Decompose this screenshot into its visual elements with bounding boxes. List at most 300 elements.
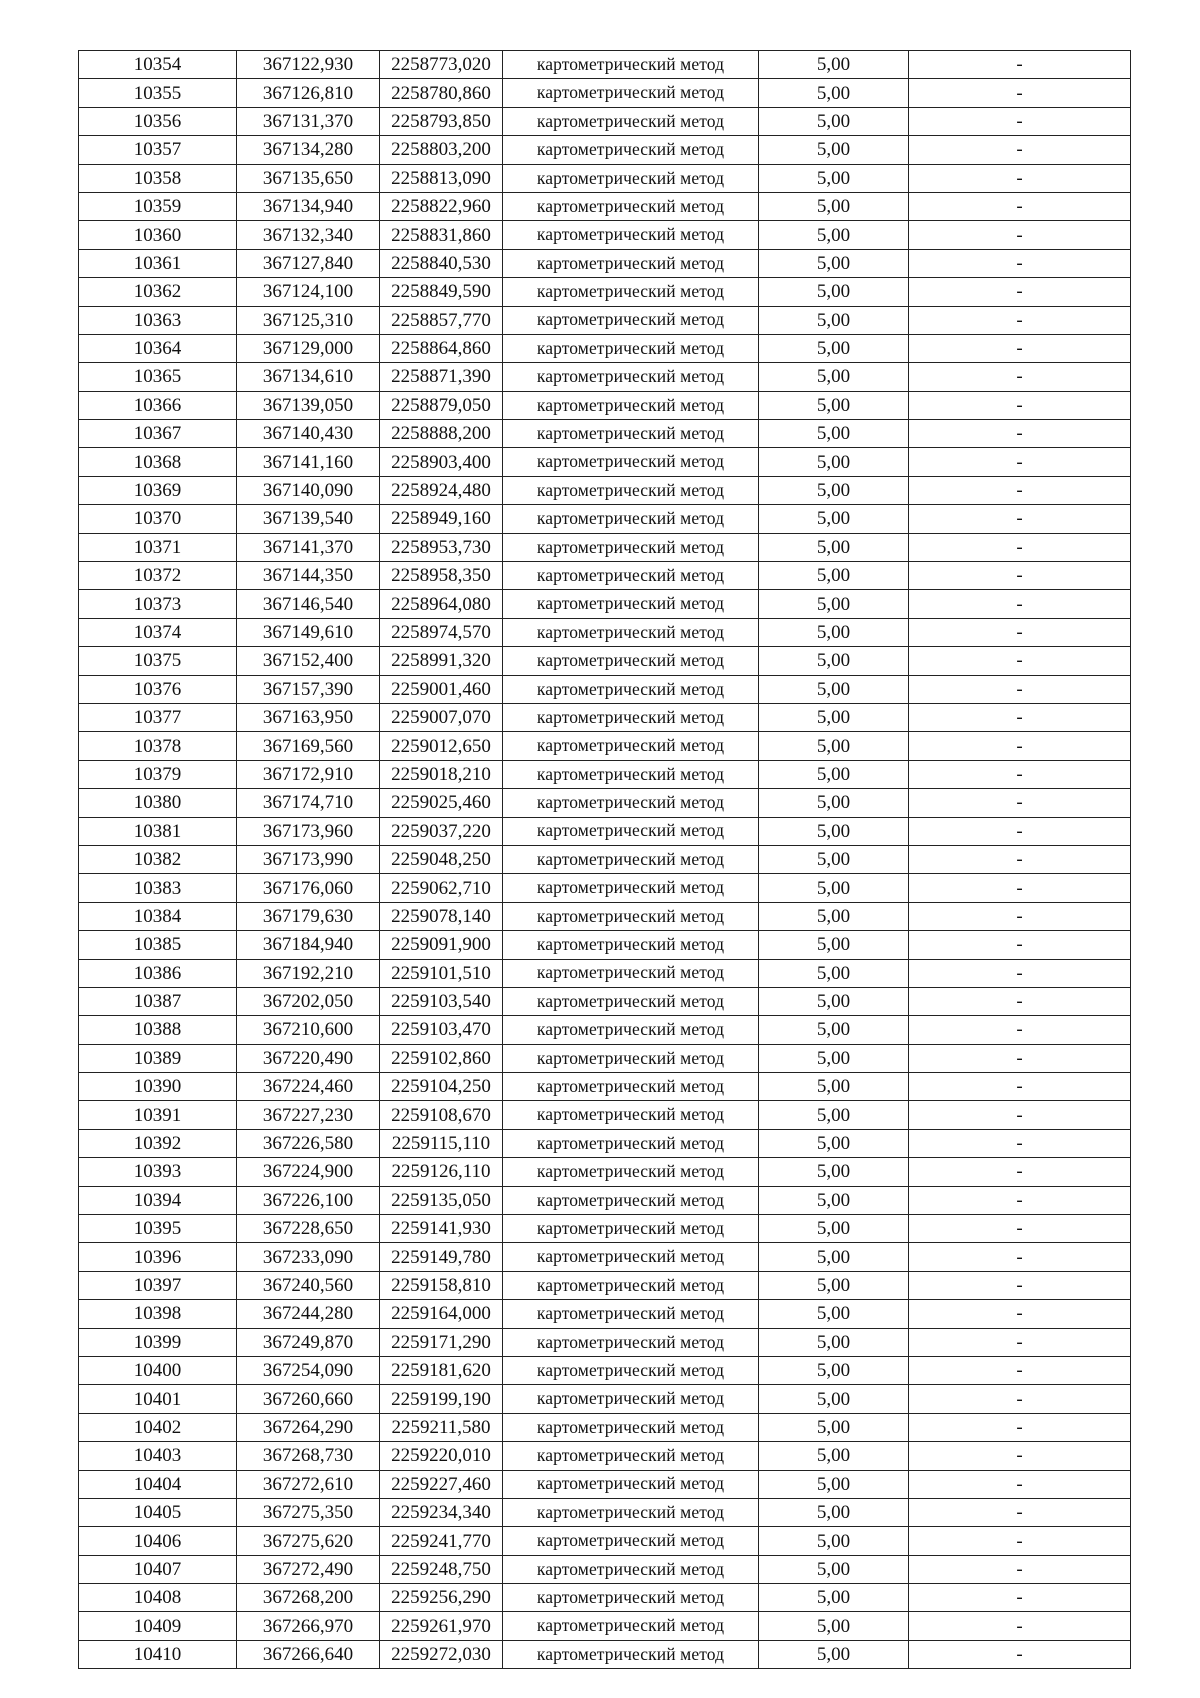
description-cell: - <box>909 1044 1131 1072</box>
method-cell: картометрический метод <box>503 1442 759 1470</box>
accuracy-cell: 5,00 <box>759 1470 909 1498</box>
method-cell: картометрический метод <box>503 931 759 959</box>
x-coordinate-cell: 367141,370 <box>237 533 380 561</box>
table-row <box>79 987 1131 1015</box>
method-cell: картометрический метод <box>503 1129 759 1157</box>
table-row <box>79 1498 1131 1526</box>
description-cell: - <box>909 1385 1131 1413</box>
y-coordinate-cell: 2258849,590 <box>380 278 503 306</box>
method-cell: картометрический метод <box>503 675 759 703</box>
y-coordinate-cell: 2258803,200 <box>380 136 503 164</box>
accuracy-cell: 5,00 <box>759 1243 909 1271</box>
y-coordinate-cell: 2259171,290 <box>380 1328 503 1356</box>
point-number-cell: 10383 <box>79 874 237 902</box>
y-coordinate-cell: 2258924,480 <box>380 476 503 504</box>
x-coordinate-cell: 367134,280 <box>237 136 380 164</box>
y-coordinate-cell: 2259103,540 <box>380 987 503 1015</box>
point-number-cell: 10401 <box>79 1385 237 1413</box>
table-row <box>79 647 1131 675</box>
y-coordinate-cell: 2259199,190 <box>380 1385 503 1413</box>
description-cell: - <box>909 476 1131 504</box>
table-row <box>79 1215 1131 1243</box>
point-number-cell: 10362 <box>79 278 237 306</box>
table-row <box>79 1385 1131 1413</box>
table-row <box>79 1470 1131 1498</box>
x-coordinate-cell: 367173,990 <box>237 845 380 873</box>
x-coordinate-cell: 367227,230 <box>237 1101 380 1129</box>
method-cell: картометрический метод <box>503 1385 759 1413</box>
description-cell: - <box>909 1527 1131 1555</box>
method-cell: картометрический метод <box>503 987 759 1015</box>
x-coordinate-cell: 367140,090 <box>237 476 380 504</box>
point-number-cell: 10378 <box>79 732 237 760</box>
y-coordinate-cell: 2259220,010 <box>380 1442 503 1470</box>
method-cell: картометрический метод <box>503 1186 759 1214</box>
y-coordinate-cell: 2259181,620 <box>380 1356 503 1384</box>
method-cell: картометрический метод <box>503 1328 759 1356</box>
table-row <box>79 959 1131 987</box>
description-cell: - <box>909 1243 1131 1271</box>
table-row <box>79 192 1131 220</box>
point-number-cell: 10370 <box>79 505 237 533</box>
accuracy-cell: 5,00 <box>759 1527 909 1555</box>
point-number-cell: 10372 <box>79 562 237 590</box>
method-cell: картометрический метод <box>503 703 759 731</box>
table-row <box>79 1612 1131 1640</box>
table-row <box>79 1016 1131 1044</box>
table-row <box>79 675 1131 703</box>
method-cell: картометрический метод <box>503 533 759 561</box>
y-coordinate-cell: 2259101,510 <box>380 959 503 987</box>
y-coordinate-cell: 2259234,340 <box>380 1498 503 1526</box>
table-row <box>79 164 1131 192</box>
table-row <box>79 618 1131 646</box>
accuracy-cell: 5,00 <box>759 1016 909 1044</box>
x-coordinate-cell: 367163,950 <box>237 703 380 731</box>
method-cell: картометрический метод <box>503 448 759 476</box>
accuracy-cell: 5,00 <box>759 1101 909 1129</box>
table-row <box>79 79 1131 107</box>
method-cell: картометрический метод <box>503 1101 759 1129</box>
method-cell: картометрический метод <box>503 874 759 902</box>
table-row <box>79 505 1131 533</box>
table-row <box>79 1186 1131 1214</box>
table-row <box>79 845 1131 873</box>
y-coordinate-cell: 2258840,530 <box>380 249 503 277</box>
point-number-cell: 10398 <box>79 1300 237 1328</box>
point-number-cell: 10361 <box>79 249 237 277</box>
method-cell: картометрический метод <box>503 1527 759 1555</box>
description-cell: - <box>909 817 1131 845</box>
method-cell: картометрический метод <box>503 51 759 79</box>
description-cell: - <box>909 164 1131 192</box>
table-row <box>79 1328 1131 1356</box>
point-number-cell: 10397 <box>79 1271 237 1299</box>
table-row <box>79 562 1131 590</box>
y-coordinate-cell: 2259048,250 <box>380 845 503 873</box>
point-number-cell: 10366 <box>79 391 237 419</box>
table-row <box>79 1129 1131 1157</box>
table-row <box>79 789 1131 817</box>
point-number-cell: 10407 <box>79 1555 237 1583</box>
accuracy-cell: 5,00 <box>759 192 909 220</box>
table-row <box>79 902 1131 930</box>
point-number-cell: 10389 <box>79 1044 237 1072</box>
y-coordinate-cell: 2259164,000 <box>380 1300 503 1328</box>
table-row <box>79 703 1131 731</box>
y-coordinate-cell: 2259102,860 <box>380 1044 503 1072</box>
accuracy-cell: 5,00 <box>759 164 909 192</box>
x-coordinate-cell: 367272,610 <box>237 1470 380 1498</box>
accuracy-cell: 5,00 <box>759 391 909 419</box>
point-number-cell: 10356 <box>79 107 237 135</box>
accuracy-cell: 5,00 <box>759 732 909 760</box>
point-number-cell: 10357 <box>79 136 237 164</box>
accuracy-cell: 5,00 <box>759 959 909 987</box>
description-cell: - <box>909 306 1131 334</box>
table-row <box>79 1413 1131 1441</box>
method-cell: картометрический метод <box>503 845 759 873</box>
accuracy-cell: 5,00 <box>759 249 909 277</box>
accuracy-cell: 5,00 <box>759 533 909 561</box>
method-cell: картометрический метод <box>503 1016 759 1044</box>
point-number-cell: 10402 <box>79 1413 237 1441</box>
description-cell: - <box>909 647 1131 675</box>
method-cell: картометрический метод <box>503 1640 759 1668</box>
y-coordinate-cell: 2259256,290 <box>380 1584 503 1612</box>
description-cell: - <box>909 221 1131 249</box>
x-coordinate-cell: 367210,600 <box>237 1016 380 1044</box>
point-number-cell: 10410 <box>79 1640 237 1668</box>
point-number-cell: 10409 <box>79 1612 237 1640</box>
x-coordinate-cell: 367139,540 <box>237 505 380 533</box>
point-number-cell: 10396 <box>79 1243 237 1271</box>
y-coordinate-cell: 2259025,460 <box>380 789 503 817</box>
x-coordinate-cell: 367174,710 <box>237 789 380 817</box>
y-coordinate-cell: 2259062,710 <box>380 874 503 902</box>
description-cell: - <box>909 79 1131 107</box>
accuracy-cell: 5,00 <box>759 902 909 930</box>
y-coordinate-cell: 2259104,250 <box>380 1073 503 1101</box>
method-cell: картометрический метод <box>503 221 759 249</box>
accuracy-cell: 5,00 <box>759 647 909 675</box>
y-coordinate-cell: 2258864,860 <box>380 334 503 362</box>
method-cell: картометрический метод <box>503 590 759 618</box>
accuracy-cell: 5,00 <box>759 562 909 590</box>
x-coordinate-cell: 367122,930 <box>237 51 380 79</box>
point-number-cell: 10393 <box>79 1158 237 1186</box>
method-cell: картометрический метод <box>503 1356 759 1384</box>
x-coordinate-cell: 367179,630 <box>237 902 380 930</box>
table-row <box>79 221 1131 249</box>
description-cell: - <box>909 448 1131 476</box>
method-cell: картометрический метод <box>503 789 759 817</box>
method-cell: картометрический метод <box>503 647 759 675</box>
point-number-cell: 10394 <box>79 1186 237 1214</box>
point-number-cell: 10375 <box>79 647 237 675</box>
point-number-cell: 10368 <box>79 448 237 476</box>
accuracy-cell: 5,00 <box>759 817 909 845</box>
accuracy-cell: 5,00 <box>759 334 909 362</box>
method-cell: картометрический метод <box>503 1584 759 1612</box>
x-coordinate-cell: 367146,540 <box>237 590 380 618</box>
point-number-cell: 10373 <box>79 590 237 618</box>
method-cell: картометрический метод <box>503 1158 759 1186</box>
y-coordinate-cell: 2259149,780 <box>380 1243 503 1271</box>
x-coordinate-cell: 367134,940 <box>237 192 380 220</box>
method-cell: картометрический метод <box>503 1555 759 1583</box>
y-coordinate-cell: 2258949,160 <box>380 505 503 533</box>
accuracy-cell: 5,00 <box>759 79 909 107</box>
accuracy-cell: 5,00 <box>759 789 909 817</box>
description-cell: - <box>909 760 1131 788</box>
y-coordinate-cell: 2258974,570 <box>380 618 503 646</box>
accuracy-cell: 5,00 <box>759 590 909 618</box>
method-cell: картометрический метод <box>503 334 759 362</box>
x-coordinate-cell: 367184,940 <box>237 931 380 959</box>
x-coordinate-cell: 367266,970 <box>237 1612 380 1640</box>
method-cell: картометрический метод <box>503 732 759 760</box>
method-cell: картометрический метод <box>503 1300 759 1328</box>
accuracy-cell: 5,00 <box>759 1612 909 1640</box>
y-coordinate-cell: 2259115,110 <box>380 1129 503 1157</box>
accuracy-cell: 5,00 <box>759 931 909 959</box>
accuracy-cell: 5,00 <box>759 1413 909 1441</box>
y-coordinate-cell: 2258831,860 <box>380 221 503 249</box>
y-coordinate-cell: 2259158,810 <box>380 1271 503 1299</box>
method-cell: картометрический метод <box>503 817 759 845</box>
point-number-cell: 10387 <box>79 987 237 1015</box>
accuracy-cell: 5,00 <box>759 1158 909 1186</box>
accuracy-cell: 5,00 <box>759 675 909 703</box>
accuracy-cell: 5,00 <box>759 1073 909 1101</box>
x-coordinate-cell: 367233,090 <box>237 1243 380 1271</box>
table-row <box>79 1271 1131 1299</box>
description-cell: - <box>909 1328 1131 1356</box>
description-cell: - <box>909 675 1131 703</box>
point-number-cell: 10360 <box>79 221 237 249</box>
description-cell: - <box>909 1073 1131 1101</box>
accuracy-cell: 5,00 <box>759 363 909 391</box>
point-number-cell: 10403 <box>79 1442 237 1470</box>
point-number-cell: 10379 <box>79 760 237 788</box>
y-coordinate-cell: 2259103,470 <box>380 1016 503 1044</box>
description-cell: - <box>909 391 1131 419</box>
point-number-cell: 10376 <box>79 675 237 703</box>
method-cell: картометрический метод <box>503 476 759 504</box>
y-coordinate-cell: 2258888,200 <box>380 420 503 448</box>
accuracy-cell: 5,00 <box>759 1385 909 1413</box>
x-coordinate-cell: 367176,060 <box>237 874 380 902</box>
point-number-cell: 10384 <box>79 902 237 930</box>
x-coordinate-cell: 367173,960 <box>237 817 380 845</box>
description-cell: - <box>909 420 1131 448</box>
point-number-cell: 10365 <box>79 363 237 391</box>
method-cell: картометрический метод <box>503 902 759 930</box>
y-coordinate-cell: 2259108,670 <box>380 1101 503 1129</box>
y-coordinate-cell: 2259126,110 <box>380 1158 503 1186</box>
accuracy-cell: 5,00 <box>759 1044 909 1072</box>
description-cell: - <box>909 1016 1131 1044</box>
method-cell: картометрический метод <box>503 363 759 391</box>
point-number-cell: 10406 <box>79 1527 237 1555</box>
accuracy-cell: 5,00 <box>759 618 909 646</box>
accuracy-cell: 5,00 <box>759 1271 909 1299</box>
description-cell: - <box>909 1101 1131 1129</box>
description-cell: - <box>909 1498 1131 1526</box>
x-coordinate-cell: 367135,650 <box>237 164 380 192</box>
description-cell: - <box>909 1413 1131 1441</box>
y-coordinate-cell: 2259012,650 <box>380 732 503 760</box>
x-coordinate-cell: 367220,490 <box>237 1044 380 1072</box>
table-row <box>79 1073 1131 1101</box>
description-cell: - <box>909 732 1131 760</box>
method-cell: картометрический метод <box>503 760 759 788</box>
description-cell: - <box>909 618 1131 646</box>
x-coordinate-cell: 367192,210 <box>237 959 380 987</box>
x-coordinate-cell: 367129,000 <box>237 334 380 362</box>
point-number-cell: 10380 <box>79 789 237 817</box>
y-coordinate-cell: 2258773,020 <box>380 51 503 79</box>
x-coordinate-cell: 367124,100 <box>237 278 380 306</box>
method-cell: картометрический метод <box>503 1044 759 1072</box>
x-coordinate-cell: 367127,840 <box>237 249 380 277</box>
description-cell: - <box>909 1129 1131 1157</box>
accuracy-cell: 5,00 <box>759 136 909 164</box>
point-number-cell: 10381 <box>79 817 237 845</box>
x-coordinate-cell: 367249,870 <box>237 1328 380 1356</box>
accuracy-cell: 5,00 <box>759 1640 909 1668</box>
x-coordinate-cell: 367131,370 <box>237 107 380 135</box>
x-coordinate-cell: 367202,050 <box>237 987 380 1015</box>
description-cell: - <box>909 1470 1131 1498</box>
method-cell: картометрический метод <box>503 164 759 192</box>
method-cell: картометрический метод <box>503 249 759 277</box>
point-number-cell: 10355 <box>79 79 237 107</box>
description-cell: - <box>909 136 1131 164</box>
x-coordinate-cell: 367144,350 <box>237 562 380 590</box>
x-coordinate-cell: 367224,900 <box>237 1158 380 1186</box>
description-cell: - <box>909 1612 1131 1640</box>
table-row <box>79 1300 1131 1328</box>
y-coordinate-cell: 2258958,350 <box>380 562 503 590</box>
table-row <box>79 420 1131 448</box>
method-cell: картометрический метод <box>503 505 759 533</box>
description-cell: - <box>909 959 1131 987</box>
accuracy-cell: 5,00 <box>759 505 909 533</box>
accuracy-cell: 5,00 <box>759 1356 909 1384</box>
y-coordinate-cell: 2259241,770 <box>380 1527 503 1555</box>
x-coordinate-cell: 367169,560 <box>237 732 380 760</box>
description-cell: - <box>909 533 1131 561</box>
description-cell: - <box>909 1356 1131 1384</box>
table-row <box>79 1640 1131 1668</box>
accuracy-cell: 5,00 <box>759 306 909 334</box>
y-coordinate-cell: 2258903,400 <box>380 448 503 476</box>
description-cell: - <box>909 363 1131 391</box>
x-coordinate-cell: 367266,640 <box>237 1640 380 1668</box>
y-coordinate-cell: 2259007,070 <box>380 703 503 731</box>
table-row <box>79 590 1131 618</box>
point-number-cell: 10391 <box>79 1101 237 1129</box>
description-cell: - <box>909 931 1131 959</box>
method-cell: картометрический метод <box>503 618 759 646</box>
x-coordinate-cell: 367140,430 <box>237 420 380 448</box>
accuracy-cell: 5,00 <box>759 1328 909 1356</box>
table-row <box>79 533 1131 561</box>
point-number-cell: 10359 <box>79 192 237 220</box>
description-cell: - <box>909 51 1131 79</box>
y-coordinate-cell: 2259135,050 <box>380 1186 503 1214</box>
description-cell: - <box>909 902 1131 930</box>
x-coordinate-cell: 367260,660 <box>237 1385 380 1413</box>
x-coordinate-cell: 367141,160 <box>237 448 380 476</box>
accuracy-cell: 5,00 <box>759 448 909 476</box>
x-coordinate-cell: 367152,400 <box>237 647 380 675</box>
point-number-cell: 10392 <box>79 1129 237 1157</box>
y-coordinate-cell: 2258857,770 <box>380 306 503 334</box>
description-cell: - <box>909 590 1131 618</box>
method-cell: картометрический метод <box>503 306 759 334</box>
coordinates-table-body <box>79 51 1131 1669</box>
y-coordinate-cell: 2259248,750 <box>380 1555 503 1583</box>
method-cell: картометрический метод <box>503 192 759 220</box>
x-coordinate-cell: 367149,610 <box>237 618 380 646</box>
y-coordinate-cell: 2258871,390 <box>380 363 503 391</box>
accuracy-cell: 5,00 <box>759 845 909 873</box>
description-cell: - <box>909 249 1131 277</box>
point-number-cell: 10382 <box>79 845 237 873</box>
table-row <box>79 391 1131 419</box>
table-row <box>79 1243 1131 1271</box>
y-coordinate-cell: 2259078,140 <box>380 902 503 930</box>
table-row <box>79 107 1131 135</box>
table-row <box>79 732 1131 760</box>
x-coordinate-cell: 367254,090 <box>237 1356 380 1384</box>
point-number-cell: 10395 <box>79 1215 237 1243</box>
x-coordinate-cell: 367157,390 <box>237 675 380 703</box>
accuracy-cell: 5,00 <box>759 760 909 788</box>
method-cell: картометрический метод <box>503 1470 759 1498</box>
method-cell: картометрический метод <box>503 562 759 590</box>
table-row <box>79 874 1131 902</box>
y-coordinate-cell: 2258813,090 <box>380 164 503 192</box>
y-coordinate-cell: 2259001,460 <box>380 675 503 703</box>
accuracy-cell: 5,00 <box>759 107 909 135</box>
table-row <box>79 306 1131 334</box>
method-cell: картометрический метод <box>503 1243 759 1271</box>
point-number-cell: 10390 <box>79 1073 237 1101</box>
x-coordinate-cell: 367139,050 <box>237 391 380 419</box>
table-row <box>79 136 1131 164</box>
description-cell: - <box>909 874 1131 902</box>
y-coordinate-cell: 2258780,860 <box>380 79 503 107</box>
point-number-cell: 10400 <box>79 1356 237 1384</box>
description-cell: - <box>909 1215 1131 1243</box>
description-cell: - <box>909 1640 1131 1668</box>
coordinates-table <box>78 50 1131 1669</box>
point-number-cell: 10358 <box>79 164 237 192</box>
method-cell: картометрический метод <box>503 391 759 419</box>
table-row <box>79 760 1131 788</box>
table-row <box>79 931 1131 959</box>
accuracy-cell: 5,00 <box>759 420 909 448</box>
method-cell: картометрический метод <box>503 107 759 135</box>
x-coordinate-cell: 367224,460 <box>237 1073 380 1101</box>
point-number-cell: 10408 <box>79 1584 237 1612</box>
description-cell: - <box>909 334 1131 362</box>
point-number-cell: 10363 <box>79 306 237 334</box>
